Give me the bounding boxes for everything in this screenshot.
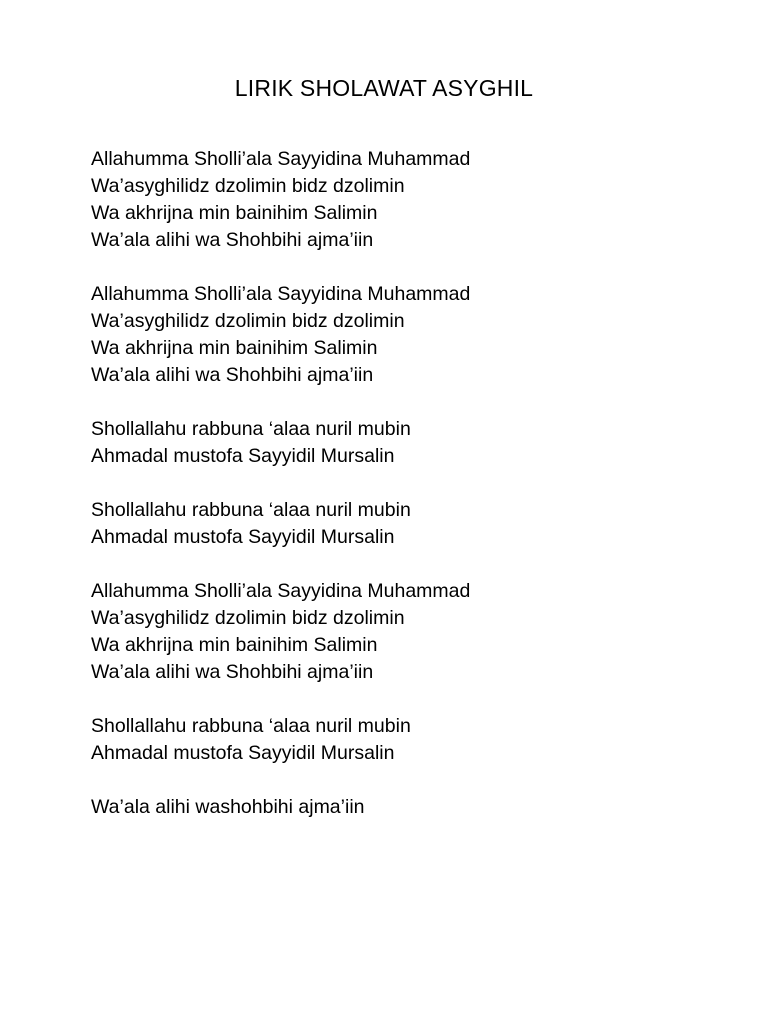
lyric-line: Ahmadal mustofa Sayyidil Mursalin — [91, 526, 395, 548]
stanza-6 — [91, 713, 731, 767]
lyric-line: Wa’asyghilidz dzolimin bidz dzolimin — [91, 310, 405, 332]
lyrics-body — [91, 146, 731, 848]
lyric-line: Ahmadal mustofa Sayyidil Mursalin — [91, 445, 395, 467]
stanza-4 — [91, 497, 731, 551]
lyric-line: Wa akhrijna min bainihim Salimin — [91, 202, 378, 224]
lyric-line: Wa’asyghilidz dzolimin bidz dzolimin — [91, 607, 405, 629]
document-title: LIRIK SHOLAWAT ASYGHIL — [234, 75, 534, 101]
lyric-line: Wa’ala alihi wa Shohbihi ajma’iin — [91, 364, 374, 386]
stanza-7 — [91, 794, 731, 821]
stanza-5 — [91, 578, 731, 686]
lyric-line: Wa akhrijna min bainihim Salimin — [91, 634, 378, 656]
lyric-line: Wa akhrijna min bainihim Salimin — [91, 337, 378, 359]
lyric-line: Shollallahu rabbuna ‘alaa nuril mubin — [91, 499, 411, 521]
lyric-line: Wa’ala alihi wa Shohbihi ajma’iin — [91, 661, 374, 683]
stanza-2 — [91, 281, 731, 389]
lyric-line: Allahumma Sholli’ala Sayyidina Muhammad — [91, 148, 471, 170]
lyric-line: Allahumma Sholli’ala Sayyidina Muhammad — [91, 580, 471, 602]
stanza-1 — [91, 146, 731, 254]
lyric-line: Wa’asyghilidz dzolimin bidz dzolimin — [91, 175, 405, 197]
stanza-3 — [91, 416, 731, 470]
lyric-line: Ahmadal mustofa Sayyidil Mursalin — [91, 742, 395, 764]
lyric-line: Wa’ala alihi washohbihi ajma’iin — [91, 796, 365, 818]
lyric-line: Shollallahu rabbuna ‘alaa nuril mubin — [91, 418, 411, 440]
lyric-line: Shollallahu rabbuna ‘alaa nuril mubin — [91, 715, 411, 737]
lyric-line: Allahumma Sholli’ala Sayyidina Muhammad — [91, 283, 471, 305]
lyric-line: Wa’ala alihi wa Shohbihi ajma’iin — [91, 229, 374, 251]
